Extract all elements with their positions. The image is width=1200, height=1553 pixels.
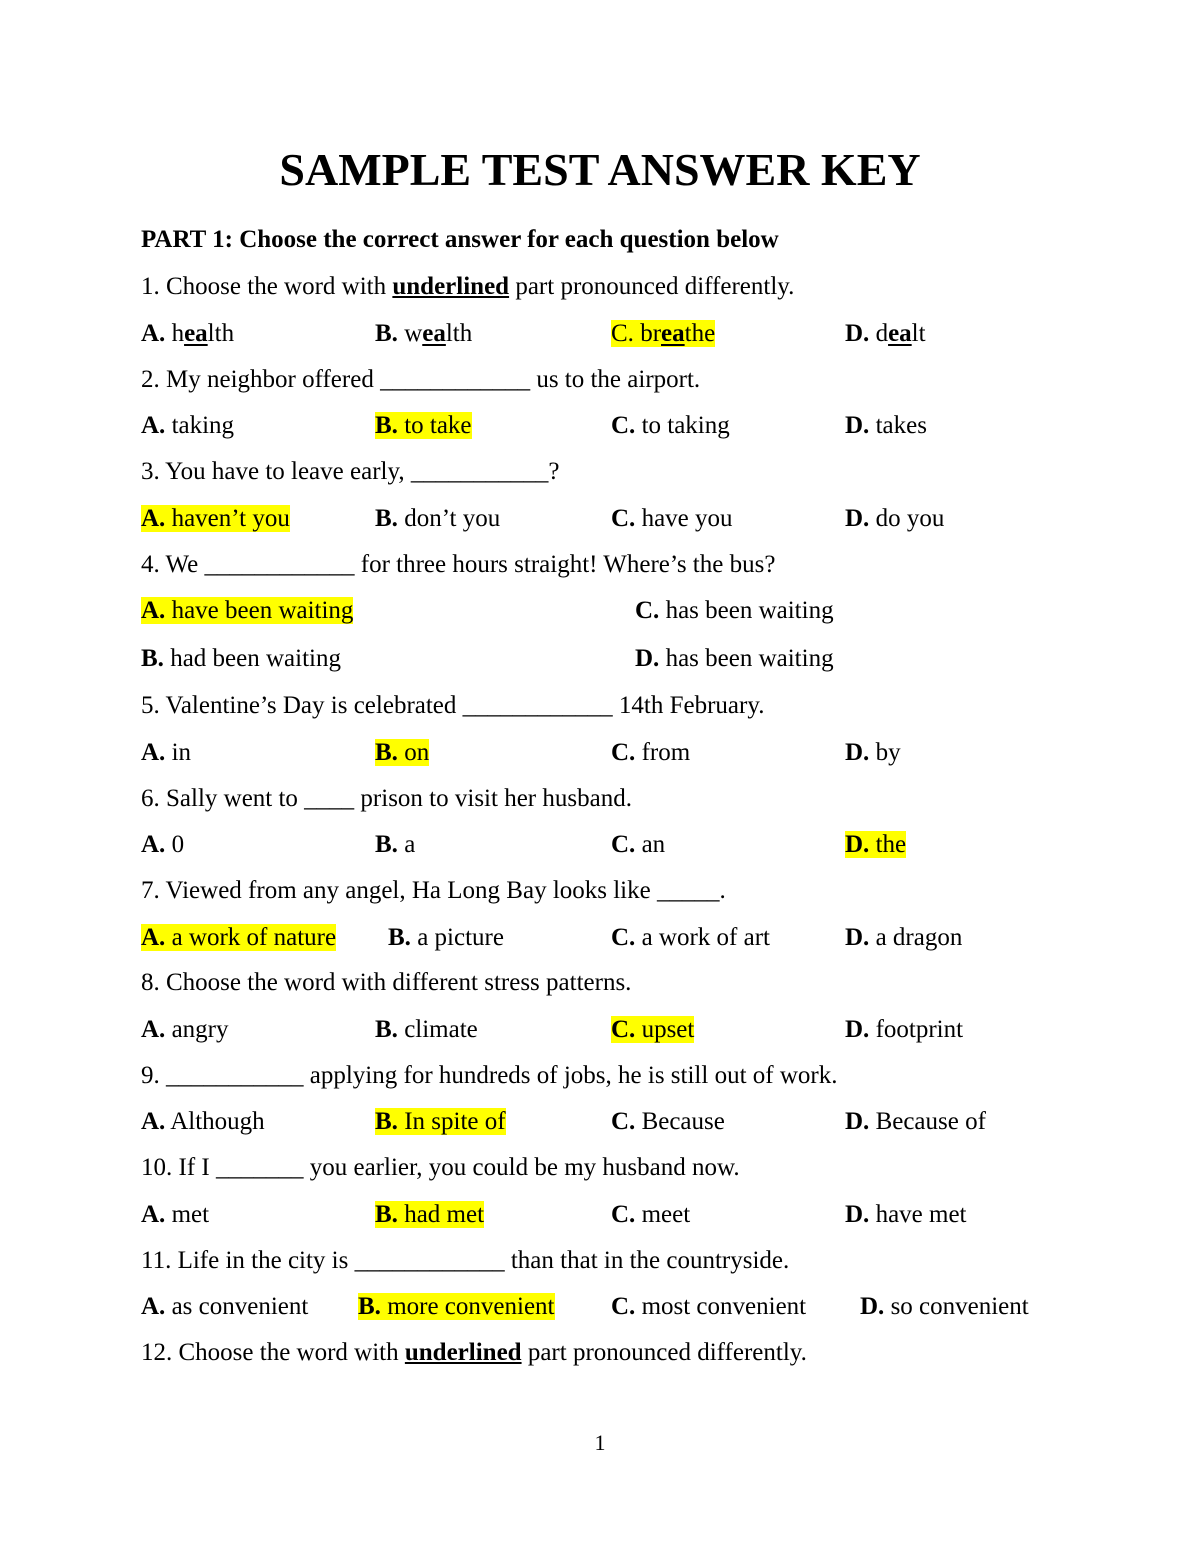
- option-content: [375, 831, 415, 858]
- option-text: have been waiting: [171, 597, 354, 624]
- option-text: Because: [641, 1108, 725, 1135]
- q6-option-c[interactable]: [611, 829, 665, 861]
- q1-option-a[interactable]: A. health: [141, 320, 235, 347]
- option-text: have met: [875, 1201, 967, 1228]
- question-12-emphasis: underlined: [404, 1339, 522, 1366]
- option-content: [845, 505, 944, 532]
- option-content: [375, 1016, 478, 1043]
- correct-answer-highlight: [141, 597, 353, 624]
- option-content: [611, 1293, 806, 1320]
- q2-option-c[interactable]: [611, 410, 730, 442]
- q8-option-d[interactable]: [845, 1014, 963, 1046]
- option-letter: D.: [635, 645, 660, 672]
- question-1-text-post: part pronounced differently.: [509, 273, 795, 300]
- q8-option-a[interactable]: [141, 1014, 228, 1046]
- question-5: 5. Valentine’s Day is celebrated ____________ 14th February.: [141, 692, 765, 719]
- q11-option-d[interactable]: [860, 1291, 1029, 1323]
- correct-answer-highlight: [375, 412, 472, 439]
- correct-answer-highlight: C. breathe: [611, 320, 716, 347]
- question-1-text-pre: 1. Choose the word with: [141, 273, 393, 300]
- q6-option-a[interactable]: [141, 829, 184, 861]
- option-text: have you: [641, 505, 733, 532]
- option-letter: C.: [611, 924, 636, 951]
- option-letter: D.: [845, 1201, 870, 1228]
- option-text: on: [404, 739, 430, 766]
- option-text: has been waiting: [665, 597, 834, 624]
- option-letter: D.: [845, 505, 870, 532]
- option-content: [845, 412, 927, 439]
- question-7: 7. Viewed from any angel, Ha Long Bay looks like _____.: [141, 877, 726, 904]
- option-text: the: [875, 831, 907, 858]
- option-letter: B.: [375, 505, 398, 532]
- option-content: [845, 1108, 986, 1135]
- q9-option-b[interactable]: [375, 1106, 506, 1138]
- q9-option-c[interactable]: [611, 1106, 725, 1138]
- option-text: Although: [170, 1108, 265, 1135]
- question-3: 3. You have to leave early, ___________?: [141, 458, 560, 485]
- option-letter: B.: [375, 412, 398, 439]
- option-text: a: [404, 831, 416, 858]
- option-text: 0: [171, 831, 185, 858]
- option-letter: D.: [845, 739, 870, 766]
- option-content: [635, 645, 834, 672]
- option-content: [635, 597, 834, 624]
- option-text: a picture: [417, 924, 504, 951]
- correct-answer-highlight: [375, 1108, 506, 1135]
- question-2: 2. My neighbor offered ____________ us to the airport.: [141, 366, 701, 393]
- q4-option-a[interactable]: [141, 595, 353, 627]
- correct-answer-highlight: [611, 1016, 694, 1043]
- option-letter: A.: [141, 924, 166, 951]
- option-text: climate: [404, 1016, 478, 1043]
- option-letter: D.: [845, 924, 870, 951]
- option-letter: D.: [860, 1293, 885, 1320]
- option-text: in: [171, 739, 192, 766]
- q3-option-a[interactable]: [141, 503, 290, 535]
- question-9: 9. ___________ applying for hundreds of jobs, he is still out of work.: [141, 1062, 838, 1089]
- option-letter: B.: [388, 924, 411, 951]
- option-content: [141, 831, 184, 858]
- q10-option-c[interactable]: [611, 1199, 690, 1231]
- correct-answer-highlight: [375, 1201, 484, 1228]
- q10-option-d[interactable]: [845, 1199, 967, 1231]
- option-text: from: [641, 739, 691, 766]
- part1-heading: PART 1: Choose the correct answer for each question below: [141, 226, 779, 253]
- option-letter: B.: [141, 645, 164, 672]
- correct-answer-highlight: [141, 924, 336, 951]
- q11-option-a[interactable]: [141, 1291, 308, 1323]
- question-11: 11. Life in the city is ____________ than that in the countryside.: [141, 1247, 790, 1274]
- q10-option-a[interactable]: [141, 1199, 209, 1231]
- option-letter: C.: [611, 505, 636, 532]
- q1-option-d[interactable]: D. dealt: [845, 320, 926, 347]
- q3-option-b[interactable]: [375, 503, 500, 535]
- option-text: haven’t you: [171, 505, 290, 532]
- q1-option-c[interactable]: [611, 318, 715, 350]
- option-content: [611, 1108, 725, 1135]
- option-letter: B.: [375, 1201, 398, 1228]
- option-letter: C.: [611, 739, 636, 766]
- q2-option-b[interactable]: [375, 410, 472, 442]
- option-text: taking: [171, 412, 235, 439]
- option-text: had met: [404, 1201, 485, 1228]
- option-content: [141, 1016, 228, 1043]
- option-text: do you: [875, 505, 945, 532]
- option-content: [860, 1293, 1029, 1320]
- option-text: footprint: [875, 1016, 964, 1043]
- option-text: as convenient: [171, 1293, 309, 1320]
- option-text: most convenient: [641, 1293, 807, 1320]
- q4-option-c[interactable]: [635, 595, 834, 627]
- q11-option-b[interactable]: [358, 1291, 555, 1323]
- option-text: Because of: [875, 1108, 986, 1135]
- option-content: [141, 1108, 265, 1135]
- option-text: so convenient: [890, 1293, 1029, 1320]
- option-letter: B.: [375, 1016, 398, 1043]
- q8-option-c[interactable]: [611, 1014, 694, 1046]
- question-6: 6. Sally went to ____ prison to visit her husband.: [141, 785, 632, 812]
- option-content: [611, 739, 690, 766]
- q9-option-a[interactable]: [141, 1106, 265, 1138]
- option-letter: A.: [141, 412, 166, 439]
- question-12-text-post: part pronounced differently.: [521, 1339, 807, 1366]
- q8-option-b[interactable]: [375, 1014, 478, 1046]
- option-text: a dragon: [875, 924, 963, 951]
- correct-answer-highlight: [358, 1293, 555, 1320]
- page-title: SAMPLE TEST ANSWER KEY: [279, 144, 921, 195]
- option-content: [611, 924, 770, 951]
- option-content: [611, 505, 733, 532]
- q5-option-a[interactable]: [141, 737, 191, 769]
- option-text: upset: [641, 1016, 695, 1043]
- option-content: [141, 1201, 209, 1228]
- option-text: a work of nature: [171, 924, 337, 951]
- q7-option-a[interactable]: [141, 922, 336, 954]
- option-letter: A.: [141, 1201, 166, 1228]
- option-letter: A.: [141, 831, 166, 858]
- option-content: [141, 645, 341, 672]
- question-4: 4. We ____________ for three hours straight! Where’s the bus?: [141, 551, 776, 578]
- option-content: [845, 1201, 967, 1228]
- option-text: don’t you: [404, 505, 501, 532]
- question-12: [141, 1337, 807, 1369]
- q6-option-d[interactable]: [845, 829, 906, 861]
- option-text: to take: [404, 412, 472, 439]
- option-letter: A.: [141, 1108, 166, 1135]
- option-text: meet: [641, 1201, 691, 1228]
- correct-answer-highlight: [845, 831, 906, 858]
- correct-answer-highlight: [141, 505, 290, 532]
- q2-option-a[interactable]: [141, 410, 234, 442]
- option-letter: B.: [358, 1293, 381, 1320]
- q7-option-d[interactable]: [845, 922, 962, 954]
- option-letter: A.: [141, 739, 166, 766]
- option-content: [375, 505, 500, 532]
- option-content: [141, 739, 191, 766]
- option-content: [141, 412, 234, 439]
- option-letter: A.: [141, 1016, 166, 1043]
- option-letter: C.: [611, 1016, 636, 1043]
- option-letter: D.: [845, 831, 870, 858]
- option-text: by: [875, 739, 901, 766]
- option-letter: B.: [375, 739, 398, 766]
- option-text: a work of art: [641, 924, 770, 951]
- option-letter: D.: [845, 412, 870, 439]
- option-letter: C.: [611, 831, 636, 858]
- q1-option-b[interactable]: B. wealth: [375, 320, 473, 347]
- option-content: [845, 924, 962, 951]
- option-text: met: [171, 1201, 210, 1228]
- option-letter: A.: [141, 597, 166, 624]
- question-1: [141, 271, 794, 303]
- option-content: [611, 1201, 690, 1228]
- option-text: In spite of: [404, 1108, 506, 1135]
- q3-option-c[interactable]: [611, 503, 733, 535]
- q5-option-c[interactable]: [611, 737, 690, 769]
- question-1-emphasis: underlined: [392, 273, 510, 300]
- option-text: an: [641, 831, 666, 858]
- q11-option-c[interactable]: [611, 1291, 806, 1323]
- option-content: [845, 1016, 963, 1043]
- option-letter: A.: [141, 1293, 166, 1320]
- question-8: 8. Choose the word with different stress patterns.: [141, 969, 632, 996]
- q4-option-b[interactable]: [141, 643, 341, 675]
- option-text: takes: [875, 412, 927, 439]
- option-text: has been waiting: [665, 645, 834, 672]
- option-letter: C.: [611, 1293, 636, 1320]
- option-letter: B.: [375, 831, 398, 858]
- q7-option-c[interactable]: [611, 922, 770, 954]
- q6-option-b[interactable]: [375, 829, 415, 861]
- q9-option-d[interactable]: [845, 1106, 986, 1138]
- correct-answer-highlight: [375, 739, 429, 766]
- option-content: [388, 924, 504, 951]
- option-content: [611, 412, 730, 439]
- q3-option-d[interactable]: [845, 503, 944, 535]
- option-content: [845, 739, 901, 766]
- option-letter: D.: [845, 1108, 870, 1135]
- q5-option-b[interactable]: [375, 737, 429, 769]
- q2-option-d[interactable]: [845, 410, 927, 442]
- option-letter: C.: [611, 1108, 636, 1135]
- option-letter: A.: [141, 505, 166, 532]
- question-10: 10. If I _______ you earlier, you could be my husband now.: [141, 1154, 740, 1181]
- option-text: more convenient: [387, 1293, 555, 1320]
- option-content: [141, 1293, 308, 1320]
- option-content: [611, 831, 665, 858]
- option-letter: C.: [611, 1201, 636, 1228]
- option-text: had been waiting: [170, 645, 341, 672]
- q7-option-b[interactable]: [388, 922, 504, 954]
- option-letter: B.: [375, 1108, 398, 1135]
- option-text: angry: [171, 1016, 229, 1043]
- option-text: to taking: [641, 412, 730, 439]
- option-letter: C.: [611, 412, 636, 439]
- question-12-text-pre: 12. Choose the word with: [141, 1339, 405, 1366]
- page-number: 1: [594, 1430, 606, 1455]
- q10-option-b[interactable]: [375, 1199, 484, 1231]
- option-letter: D.: [845, 1016, 870, 1043]
- option-letter: C.: [635, 597, 660, 624]
- q4-option-d[interactable]: [635, 643, 834, 675]
- q5-option-d[interactable]: [845, 737, 901, 769]
